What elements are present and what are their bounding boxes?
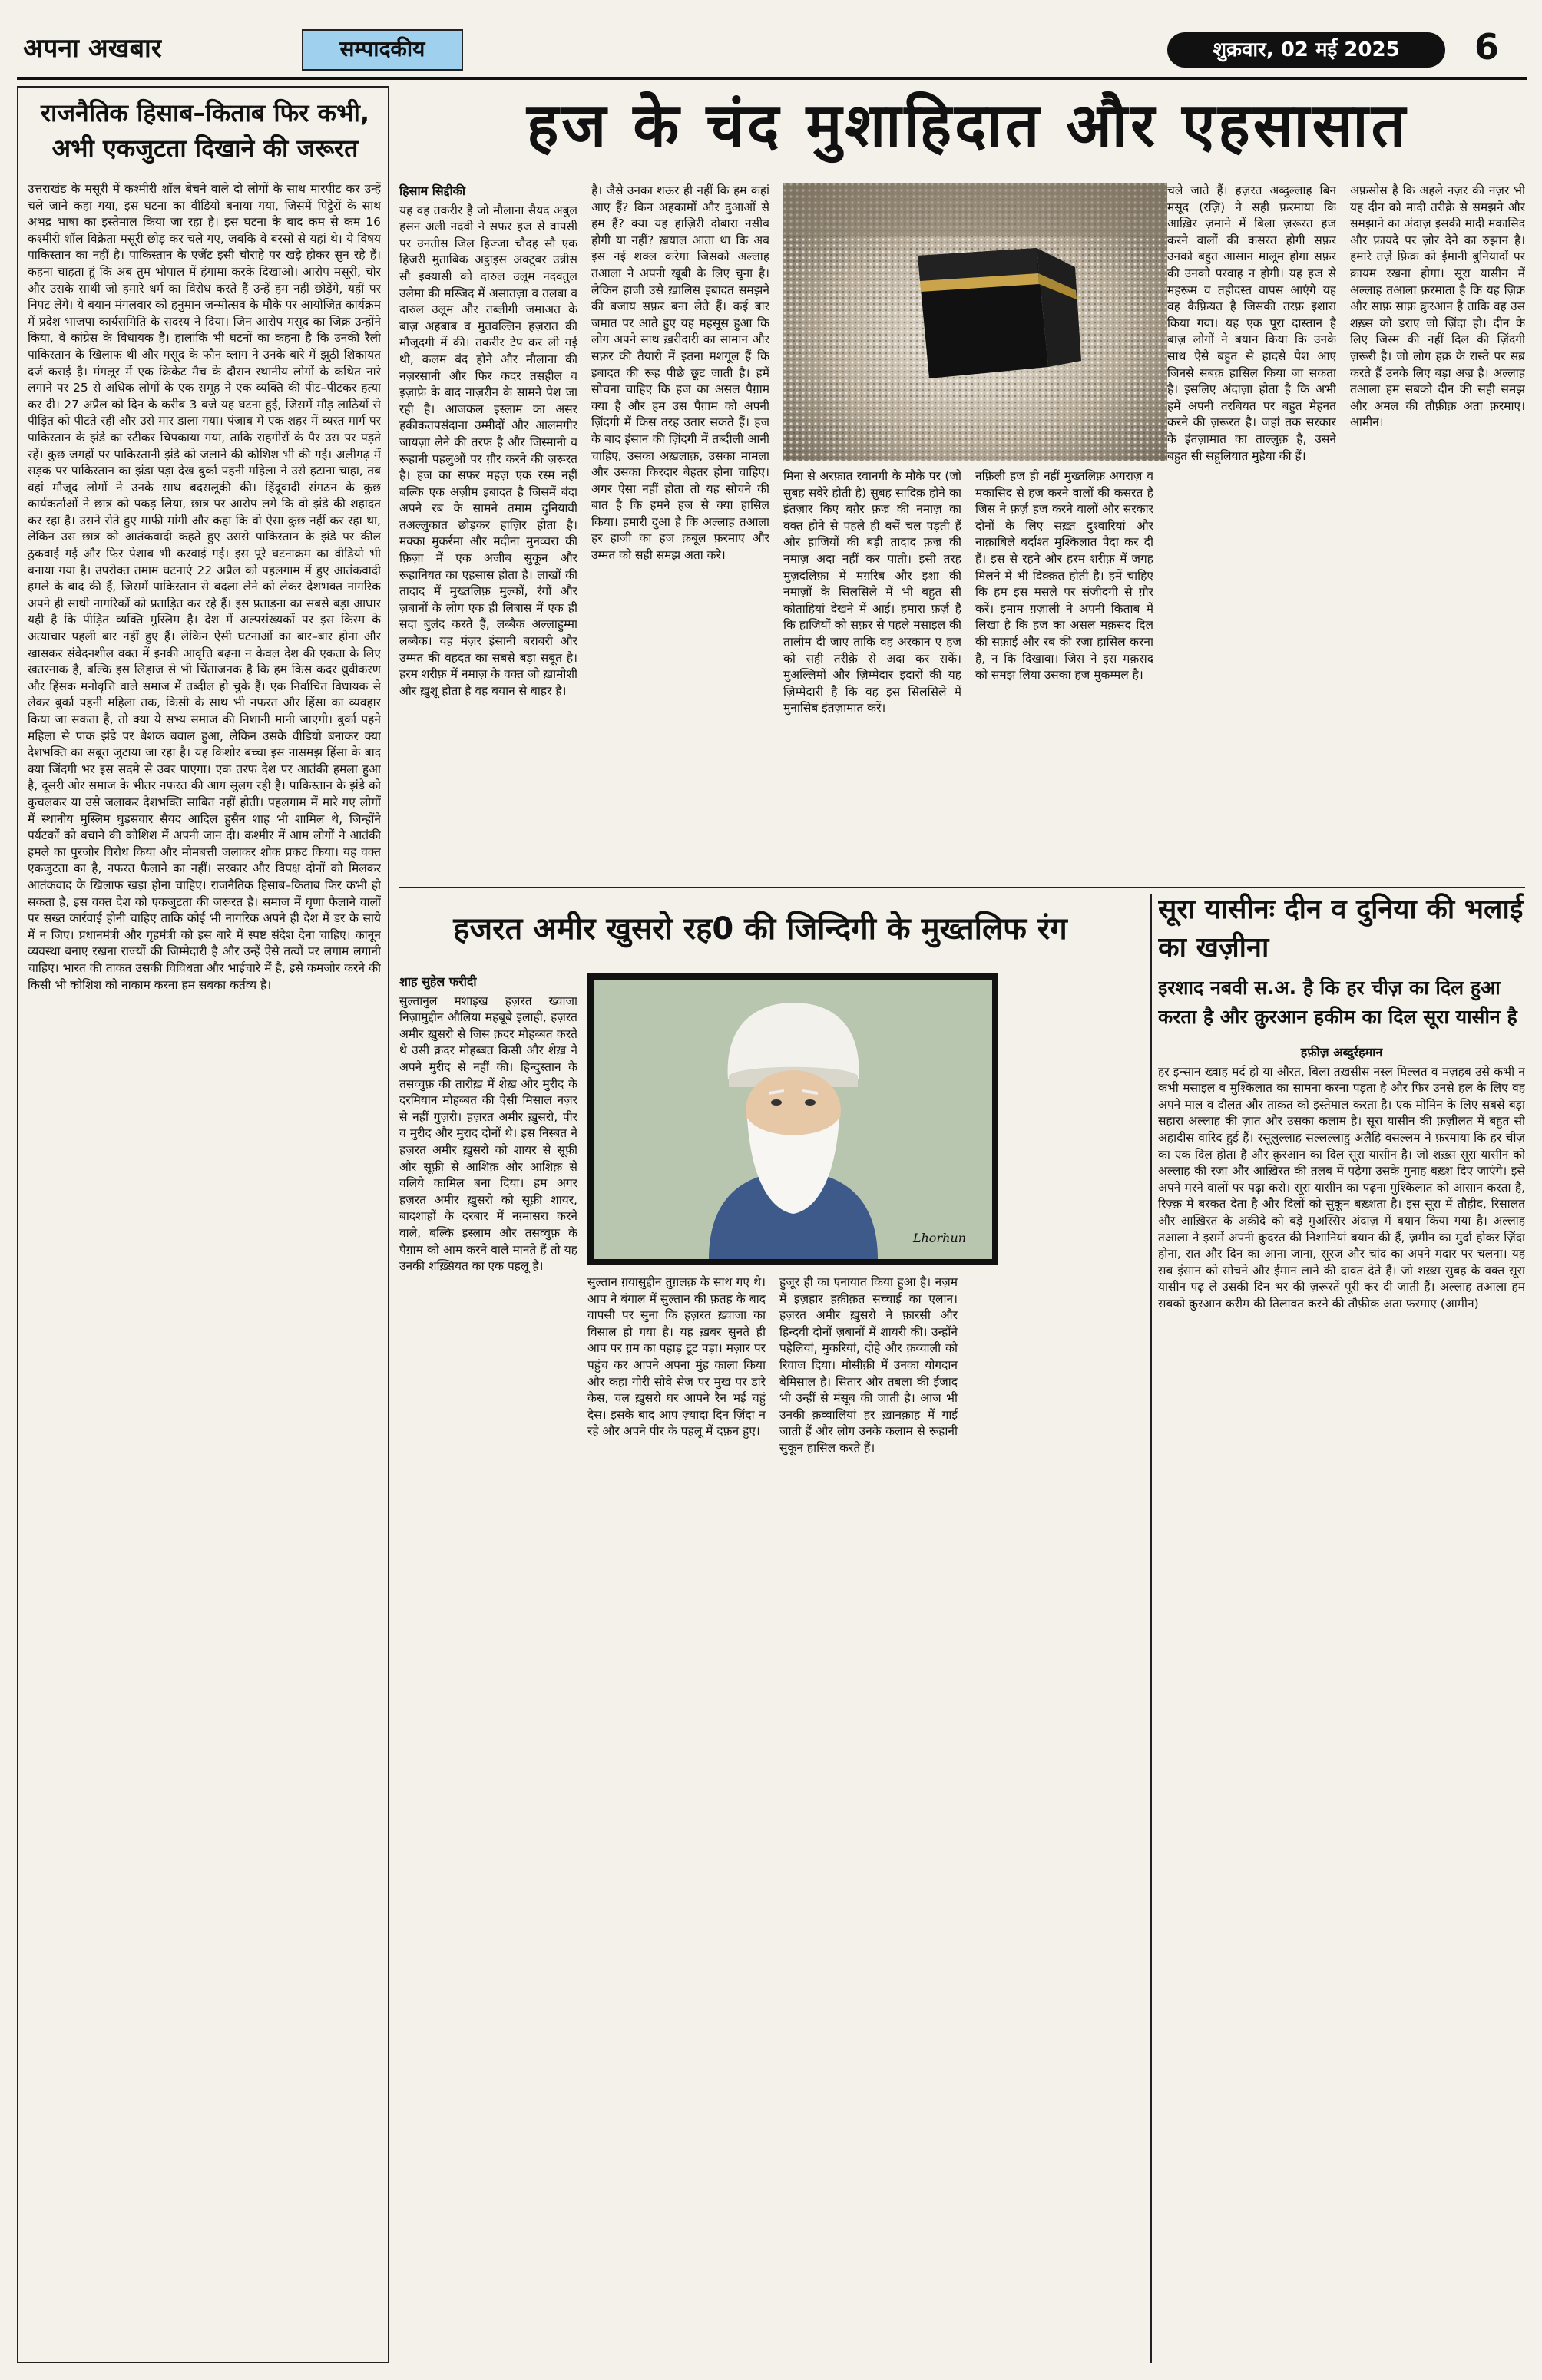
section-label: सम्पादकीय	[302, 29, 463, 71]
kaaba-photo-art	[783, 183, 1167, 461]
khusro-column-1	[399, 973, 577, 2363]
khusro-portrait	[587, 973, 998, 1265]
issue-date: शुक्रवार, 02 मई 2025	[1167, 32, 1445, 68]
editorial-body: उत्तराखंड के मसूरी में कश्मीरी शॉल बेचने वाले दो लोगों के साथ मारपीट कर उन्हें चले जाने कहा गया, इस घटना का वीडियो बनाया गया, जिसमें पिट्ठेरों के साथ अभद्र भाषा का इस्तेमाल किया जा रहा है। इस घटना के बाद कम से कम 16 कश्मीरी शॉल विक्रेता मसूरी छोड़ कर चले गए, जबकि वे बरसों से यहां थे। ये विषय पाकिस्तान का नहीं है। पाकिस्तान के एजेंट इसी चौराहे पर खड़े होकर सुन रहे हैं। कहना चाहता हूं कि अब तुम भोपाल में हंगामा करके दिखाओ। आरोप मसूरी, चोर और उसके साथी जो हमारे धर्म का विरोध करते हैं उन्हें हम नहीं छोड़ेंगे, यहीं पर निपट लेंगे। ये बयान मंगलवार को हनुमान जन्मोत्सव के मौके पर आयोजित कार्यक्रम में प्रदेश भाजपा कार्यसमिति के सदस्य ने दिया। जिन आरोप मसूद का जिक्र उन्होंने किया, वे कांग्रेस के विधायक हैं। हालांकि भी घटनों का कहना है कि उनकी रैली पाकिस्तान के खिलाफ थी और मसूद के फौन व्लाग ने उनके बारे में झूठी शिकायत दर्ज कराई है। मंगलूर में एक क्रिकेट मैच के दौरान स्थानीय लोगों के कथित नारे लगाने पर 25 से अधिक लोगों के एक समूह ने एक व्यक्ति की पीट–पीटकर हत्या कर दी। 27 अप्रैल को दिन के करीब 3 बजे यह घटना हुई, जिसमें मौड़ लाठियों से पीड़ित को पीटते रही और उसे मार डाला गया। पंजाब में एक शहर में व्यस्त मार्ग पर पाकिस्तान के झंडे का स्टीकर चिपकाया गया, ताकि राहगीरों के पैर उस पर पड़ते रहें। कुछ जगहों पर पाकिस्तानी झंडे को जलाने की कोशिश भी की गई। अलीगढ़ में सड़क पर पाकिस्तान का झंडा पड़ा देख बुर्का पहनी महिला ने उसे हटाना चाहा, तब वहां मौजूद लोगों ने उनके साथ बदसलूकी की। हिंदूवादी संगठन के कुछ कार्यकर्ताओं ने छात्र को पकड़ लिया, छात्र पर आरोप लगे कि वो झंडे की शहादत कर रहा है। उसने रोते हुए माफी मांगी और कहा कि वो ऐसा कुछ नहीं कर रहा था, लेकिन उस छात्र को आतंकवादी कहते हुए उससे पाकिस्तान के झंडे पर कील ठुकवाई गई और फिर पेशाब भी करवाई गई। इस पूरे घटनाक्रम का वीडियो भी बनाया गया है। उपरोक्त तमाम घटनाएं 22 अप्रैल को पहलगाम में हुए आतंकवादी हमले के बाद की हैं, जिसमें पाकिस्तान से बदला लेने को लेकर देशभक्त नागरिक अपने ही साथी नागरिकों को प्रताड़ित कर रहे हैं। इस प्रताड़ना का सबसे बड़ा आधार यही है कि पीड़ित व्यक्ति मुस्लिम है। देश में अल्पसंख्यकों पर इस किस्म के अत्याचार पहली बार नहीं हुए हैं। लेकिन ऐसी घटनाओं का बार–बार होना और खासकर संवेदनशील वक्त में इनकी आवृत्ति बढ़ना न केवल देश की एकता के लिए खतरनाक है, बल्कि इस लिहाज से भी चिंताजनक है कि हम किस कदर ध्रुवीकरण और हिंसक मनोवृत्ति वाले समाज में तब्दील हो चुके हैं। एक निर्वाचित विधायक से लेकर बुर्का पहनी महिला तक, किसी के साथ भी नफरत और हिंसा का व्यवहार किया जा सकता है, तो क्या ये सभ्य समाज की निशानी मानी जाएगी। बुर्का पहने महिला से पाक झंडे पर बेशक बवाल हुआ, लेकिन उसके वीडियो बनाकर क्या देशभक्ति का सबूत जुटाया जा रहा है। यह किशोर बच्चा इस नासमझ हिंसा के बाद क्या जिंदगी भर इस सदमे से उबर पाएगा। एक तरफ देश पर आतंकी हमला हुआ है, दूसरी ओर समाज के भीतर नफरत की आग सुलग रही है। पाकिस्तान के झंडे को कुचलकर या उसे जलाकर देशभक्ति साबित नहीं होती। पहलगाम में मारे गए लोगों में स्थानीय मुस्लिम घुड़सवार सैयद आदिल हुसैन शाह भी शामिल थे, जिन्होंने पर्यटकों को बचाने की कोशिश में अपनी जान दी। कश्मीर में आम लोगों ने आतंकी हमले का पुरजोर विरोध किया और मोमबत्ती जलाकर शोक प्रकट किया। यह वक्त एकजुटता का है, नफरत फैलाने का नहीं। सरकार और विपक्ष दोनों को मिलकर आतंकवाद के खिलाफ खड़ा होना चाहिए। राजनैतिक हिसाब–किताब फिर कभी हो सकता है, इस वक्त देश को एकजुटता की जरूरत है। समाज में घृणा फैलाने वालों पर सख्त कार्रवाई होनी चाहिए ताकि कोई भी नागरिक अपने ही देश में डर के साये में न जिए। प्रधानमंत्री और गृहमंत्री को इस बारे में स्पष्ट संदेश देना चाहिए। कानून व्यवस्था बनाए रखना राज्यों की जिम्मेदारी है और उन्हें ऐसे तत्वों पर लगाम लगानी चाहिए। भारत की ताकत उसकी विविधता और भाईचारे में है, इसे कमजोर करने की किसी भी कोशिश को नाकाम करना हम सबका कर्तव्य है।	[28, 182, 381, 992]
hajj-column-2: है। जैसे उनका शऊर ही नहीं कि हम कहां आए हैं? किन अहकामों और दुआओं से हम हैं? क्या यह हाज़िरी दोबारा नसीब होगी या नहीं? ख़याल आता था कि अब इस नई शक्ल करेगा जिसको अल्लाह तआला ने अपनी खूबी के लिए चुना है। लेकिन हाजी उसे ख़ालिस इबादत समझने की बजाय सफ़र बना लेते हैं। कई बार जमात पर आते हुए यह महसूस हुआ कि लोग अपने साथ ख़रीदारी का सामान और सफ़र की तैयारी में इतना मशगूल हैं कि इबादत की रूह पीछे छूट जाती है। हमें सोचना चाहिए कि हज का असल पैग़ाम क्या है और हम उस पैग़ाम को अपनी ज़िंदगी में किस तरह उतार सकते हैं। हज के बाद इंसान की ज़िंदगी में तब्दीली आनी चाहिए, उसका अख़लाक़, उसका मामला और उसका किरदार बेहतर होना चाहिए। अगर ऐसा नहीं होता तो यह सोचने की बात है कि हमने हज से क्या हासिल किया। हमारी दुआ है कि अल्लाह तआला हर हाजी का हज क़बूल फ़रमाए और उम्मत को सही समझ अता करे।	[591, 183, 769, 563]
hajj-col1-text: यह वह तकरीर है जो मौलाना सैयद अबुल हसन अली नदवी ने सफर हज से वापसी पर उनतीस जिल हिज्जा चौदह सौ एक हिजरी मुताबिक अट्ठाइस अक्टूबर उन्नीस सौ इक्यासी को दारुल उलूम नदवतुल उलेमा की मस्जिद में असातज़ा व तलबा व दारुल उलूम और तब्लीगी जमाअत के बाज़ अहबाब व मुतवल्लिन हज़रात की मौजूदगी में की। तकरीर टेप कर ली गई थी, कलम बंद होने और मौलाना की नज़रसानी और फिर कदर तसहील व इज़ाफ़े के बाद नाज़रीन के सामने पेश जा रही है। आजकल इस्लाम का असर हकीकतपसंदाना उम्मीदों और आलमगीर जायज़ा लेने की तरफ है और जिस्मानी व रूहानी पहलुओं पर ग़ौर करने की ज़रूरत है। हज का सफर महज़ एक रस्म नहीं बल्कि एक अज़ीम इबादत है जिसमें बंदा अपने रब के सामने तमाम दुनियावी तअल्लुकात छोड़कर हाज़िर होता है। मक्का मुकर्रमा और मदीना मुनव्वरा की फ़िज़ा में एक अजीब सुकून और रूहानियत का एहसास होता है। लाखों की तादाद में मुख्तलिफ़ मुल्कों, रंगों और ज़बानों के लोग एक ही लिबास में एक ही सदा बुलंद करते हैं, लब्बैक अल्लाहुम्मा लब्बैक। यह मंज़र इंसानी बराबरी और उम्मत की वहदत का सबसे बड़ा सबूत है। हरम शरीफ़ में नमाज़ के वक्त जो ख़ामोशी और ख़ुशू होता है वह बयान से बाहर है।	[399, 203, 577, 698]
yasin-headline: सूरा यासीनः दीन व दुनिया की भलाई का खज़ीना	[1158, 894, 1524, 964]
column-divider	[1150, 894, 1152, 2363]
hajj-column-6: अफ़सोस है कि अहले नज़र की नज़र भी यह दीन को मादी तरीक़े से समझने और समझाने का अंदाज़ इसकी मादी मकासिद और फ़ायदे पर ज़ोर देने का रुझान है। हमारे तर्ज़े फ़िक्र को ईमानी बुनियादों पर क़ायम रखना होगा। सूरा यासीन में अल्लाह तआला फ़रमाता है कि यह ज़िक्र और साफ़ साफ़ क़ुरआन है ताकि वह उस शख़्स को डराए जो ज़िंदा हो। दीन के लिए जिस्म की नहीं दिल की ज़िंदगी ज़रूरी है। जो लोग हक़ के रास्ते पर सब्र करते हैं उनके लिए बड़ा अज्र है। अल्लाह तआला हम सबको दीन की सही समझ और अमल की तौफ़ीक़ अता फ़रमाए। आमीन।	[1350, 183, 1525, 430]
header-rule	[17, 77, 1527, 80]
yasin-column	[1158, 1044, 1525, 2363]
kaaba-photo	[783, 183, 1167, 461]
hajj-author: हिसाम सिद्दीकी	[399, 183, 466, 198]
page-number: 6	[1474, 26, 1499, 68]
editorial-title: राजनैतिक हिसाब–किताब फिर कभी, अभी एकजुटता दिखाने की जरूरत	[40, 98, 370, 163]
khusro-portrait-art	[594, 980, 992, 1259]
hajj-column-1	[399, 183, 577, 881]
section-divider	[399, 887, 1525, 888]
yasin-subheadline: इरशाद नबवी स.अ. है कि हर चीज़ का दिल हुआ करता है और क़ुरआन हकीम का दिल सूरा यासीन है	[1158, 977, 1517, 1028]
portrait-signature: Lhorhun	[912, 1231, 966, 1245]
hajj-column-5: चले जाते हैं। हज़रत अब्दुल्लाह बिन मसूद (रज़ि) ने सही फ़रमाया कि आख़िर ज़माने में बिला ज़रूरत हज करने वालों की कसरत होगी सफ़र उनको बहुत आसान मालूम होगा सफ़र की उनको परवाह न होगी। यह हज से महरूम व तहीदस्त वापस आएंगे यह वह कैफ़ियत है जिसकी तरफ़ इशारा किया गया। यह एक पूरा दास्तान है बाज़ लोगों ने बयान किया कि उनके साथ ऐसे बहुत से हादसे पेश आए जिनसे सबक़ हासिल किया जा सकता है। इसलिए अंदाज़ा होता है कि अभी हमें अपनी तरबियत पर बहुत मेहनत करने की ज़रूरत है। जहां तक सरकार के इंतज़ामात का ताल्लुक़ है, उसने बहुत सी सहूलियात मुहैया की हैं।	[1167, 183, 1336, 463]
yasin-body: हर इन्सान ख्वाह मर्द हो या औरत, बिला तख़सीस नस्ल मिल्लत व मज़हब उसे कभी न कभी मसाइल व मुश्किलात का सामना करना पड़ता है और फिर उनसे हल के लिए वह अपने माल व दौलत और ताक़त को इस्तेमाल करता है। एक मोमिन के लिए सबसे बड़ा सहारा अल्लाह की ज़ात और उसका कलाम है। सूरा यासीन की फ़ज़ीलत में बहुत सी अहादीस वारिद हुई हैं। रसूलुल्लाह सल्लल्लाहु अलैहि वसल्लम ने फ़रमाया कि हर चीज़ का एक दिल होता है और क़ुरआन का दिल सूरा यासीन है। जो शख़्स सूरा यासीन को अल्लाह की रज़ा और आख़िरत की तलब में पढ़ेगा उसके गुनाह बख़्श दिए जाएंगे। इसे अपने मरने वालों पर पढ़ा करो। सूरा यासीन का पढ़ना मुश्किलात को आसान करता है, रिज़्क़ में बरकत देता है और दिलों को सुकून बख़्शता है। इस सूरा में तौहीद, रिसालत और आख़िरत के अक़ीदे को बड़े मुअस्सिर अंदाज़ में बयान किया गया है। अल्लाह तआला ने इसमें अपनी क़ुदरत की निशानियां बयान की हैं, ज़मीन का मुर्दा होकर ज़िंदा होना, रात और दिन का आना जाना, सूरज और चांद का अपने मदार पर चलना। यह सब इंसान को सोचने और ईमान लाने की दावत देते हैं। जो शख़्स सुबह के वक्त सूरा यासीन पढ़ ले उसकी दिन भर की ज़रूरतें पूरी कर दी जाती हैं। अल्लाह तआला हम सबको क़ुरआन करीम की तिलावत करने की तौफ़ीक़ अता फ़रमाए (आमीन)	[1158, 1064, 1525, 1311]
khusro-column-2: सुल्तान ग़यासुद्दीन तुग़लक़ के साथ गए थे। आप ने बंगाल में सुल्तान की फ़तह के बाद वापसी पर सुना कि हज़रत ख़्वाजा का विसाल हो गया है। यह ख़बर सुनते ही आप पर ग़म का पहाड़ टूट पड़ा। मज़ार पर पहुंच कर आपने अपना मुंह काला किया और कहा गोरी सोवे सेज पर मुख पर डारे केस, चल ख़ुसरो घर आपने रैन भई चहुं देस। इसके बाद आप ज़्यादा दिन ज़िंदा न रहे और अपने पीर के पहलू में दफ़न हुए।	[587, 1275, 766, 1439]
khusro-author: शाह सुहेल फरीदी	[399, 974, 477, 989]
yasin-author: हफ़ीज़ अब्दुर्रहमान	[1300, 1045, 1383, 1059]
paper-name: अपना अखबार	[23, 33, 162, 64]
khusro-col1-text: सुल्तानुल मशाइख हज़रत ख्वाजा निज़ामुद्दीन औलिया महबूबे इलाही, हज़रत अमीर ख़ुसरो से जिस क़दर मोहब्बत करते थे उसी क़दर मोहब्बत किसी और शेख़ ने अपने मुरीद से नहीं की। हिन्दुस्तान के तसव्वुफ़ की तारीख़ में शेख़ और मुरीद के दरमियान मोहब्बत की ऐसी मिसाल नज़र से नहीं गुज़री। हज़रत अमीर ख़ुसरो, पीर व मुरीद और मुराद दोनों थे। इस निस्बत ने हज़रत अमीर ख़ुसरो को शायर से सूफ़ी और सूफ़ी से आशिक़ और आशिक़ से वलिये कामिल बना दिया। हम अगर हज़रत अमीर ख़ुसरो को सूफ़ी शायर, बादशाहों के दरबार में नग़्मासरा करने वाले, बल्कि इस्लाम और तसव्वुफ़ के पैग़ाम को आम करने वाले मानते हैं तो यह उनकी शख़्सियत का एक पहलू है।	[399, 993, 577, 1274]
hajj-headline: हज के चंद मुशाहिदात और एहसासात	[526, 91, 1409, 160]
khusro-column-3: हुजूर ही का एनायात किया हुआ है। नज़म में इज़हार हक़ीक़त सच्चाई का एलान। हज़रत अमीर ख़ुसरो ने फ़ारसी और हिन्दवी दोनों ज़बानों में शायरी की। उन्होंने पहेलियां, मुकरियां, दोहे और क़व्वाली को रिवाज दिया। मौसीक़ी में उनका योगदान बेमिसाल है। सितार और तबला की ईजाद भी उन्हीं से मंसूब की जाती है। आज भी उनकी क़व्वालियां हर ख़ानक़ाह में गाई जाती हैं और लोग उनके कलाम से रूहानी सुकून हासिल करते हैं।	[779, 1275, 958, 1455]
hajj-column-3: मिना से अरफ़ात रवानगी के मौके पर (जो सुबह सवेरे होती है) सुबह सादिक़ होने का इंतज़ार किए बग़ैर फ़ज्र की नमाज़ का वक्त होने से पहले ही बसें चल पड़ती हैं और हाजियों की बड़ी तादाद फ़ज्र की नमाज़ अदा नहीं कर पाती। इसी तरह मुज़दलिफ़ा में मग़रिब और इशा की नमाज़ों के सिलसिले में भी बहुत सी कोताहियां देखने में आईं। हमारा फ़र्ज़ है कि हाजियों को सफ़र से पहले मसाइल की तालीम दी जाए ताकि वह अरकान ए हज को सही तरीक़े से अदा कर सकें। मुअल्लिमों और ज़िम्मेदार इदारों की यह ज़िम्मेदारी है कि वह इस सिलसिले में मुनासिब इंतज़ामात करें।	[783, 469, 961, 716]
khusro-column-4	[971, 973, 1142, 2363]
khusro-headline: हजरत अमीर खुसरो रह0 की जिन्दिगी के मुख्तलिफ रंग	[453, 911, 1067, 947]
hajj-column-4: नफ़िली हज ही नहीं मुख्तलिफ़ अगराज़ व मकासिद से हज करने वालों की कसरत है जिस ने फ़र्ज़ हज करने वालों और सरकार दोनों के लिए सख़्त दुश्वारियां और नाक़ाबिले बर्दाश्त मुश्किलात पैदा कर दी हैं। इस से रहने और हरम शरीफ़ में जगह मिलने में भी दिक़्क़त होती है। हमें चाहिए कि हम इस मसले पर संजीदगी से ग़ौर करें। इमाम ग़ज़ाली ने अपनी किताब में लिखा है कि हज का असल मक़सद दिल की सफ़ाई और रब की रज़ा हासिल करना है, न कि दिखावा। जिस ने इस मक़सद को समझ लिया उसका हज मुकम्मल है।	[975, 469, 1153, 683]
